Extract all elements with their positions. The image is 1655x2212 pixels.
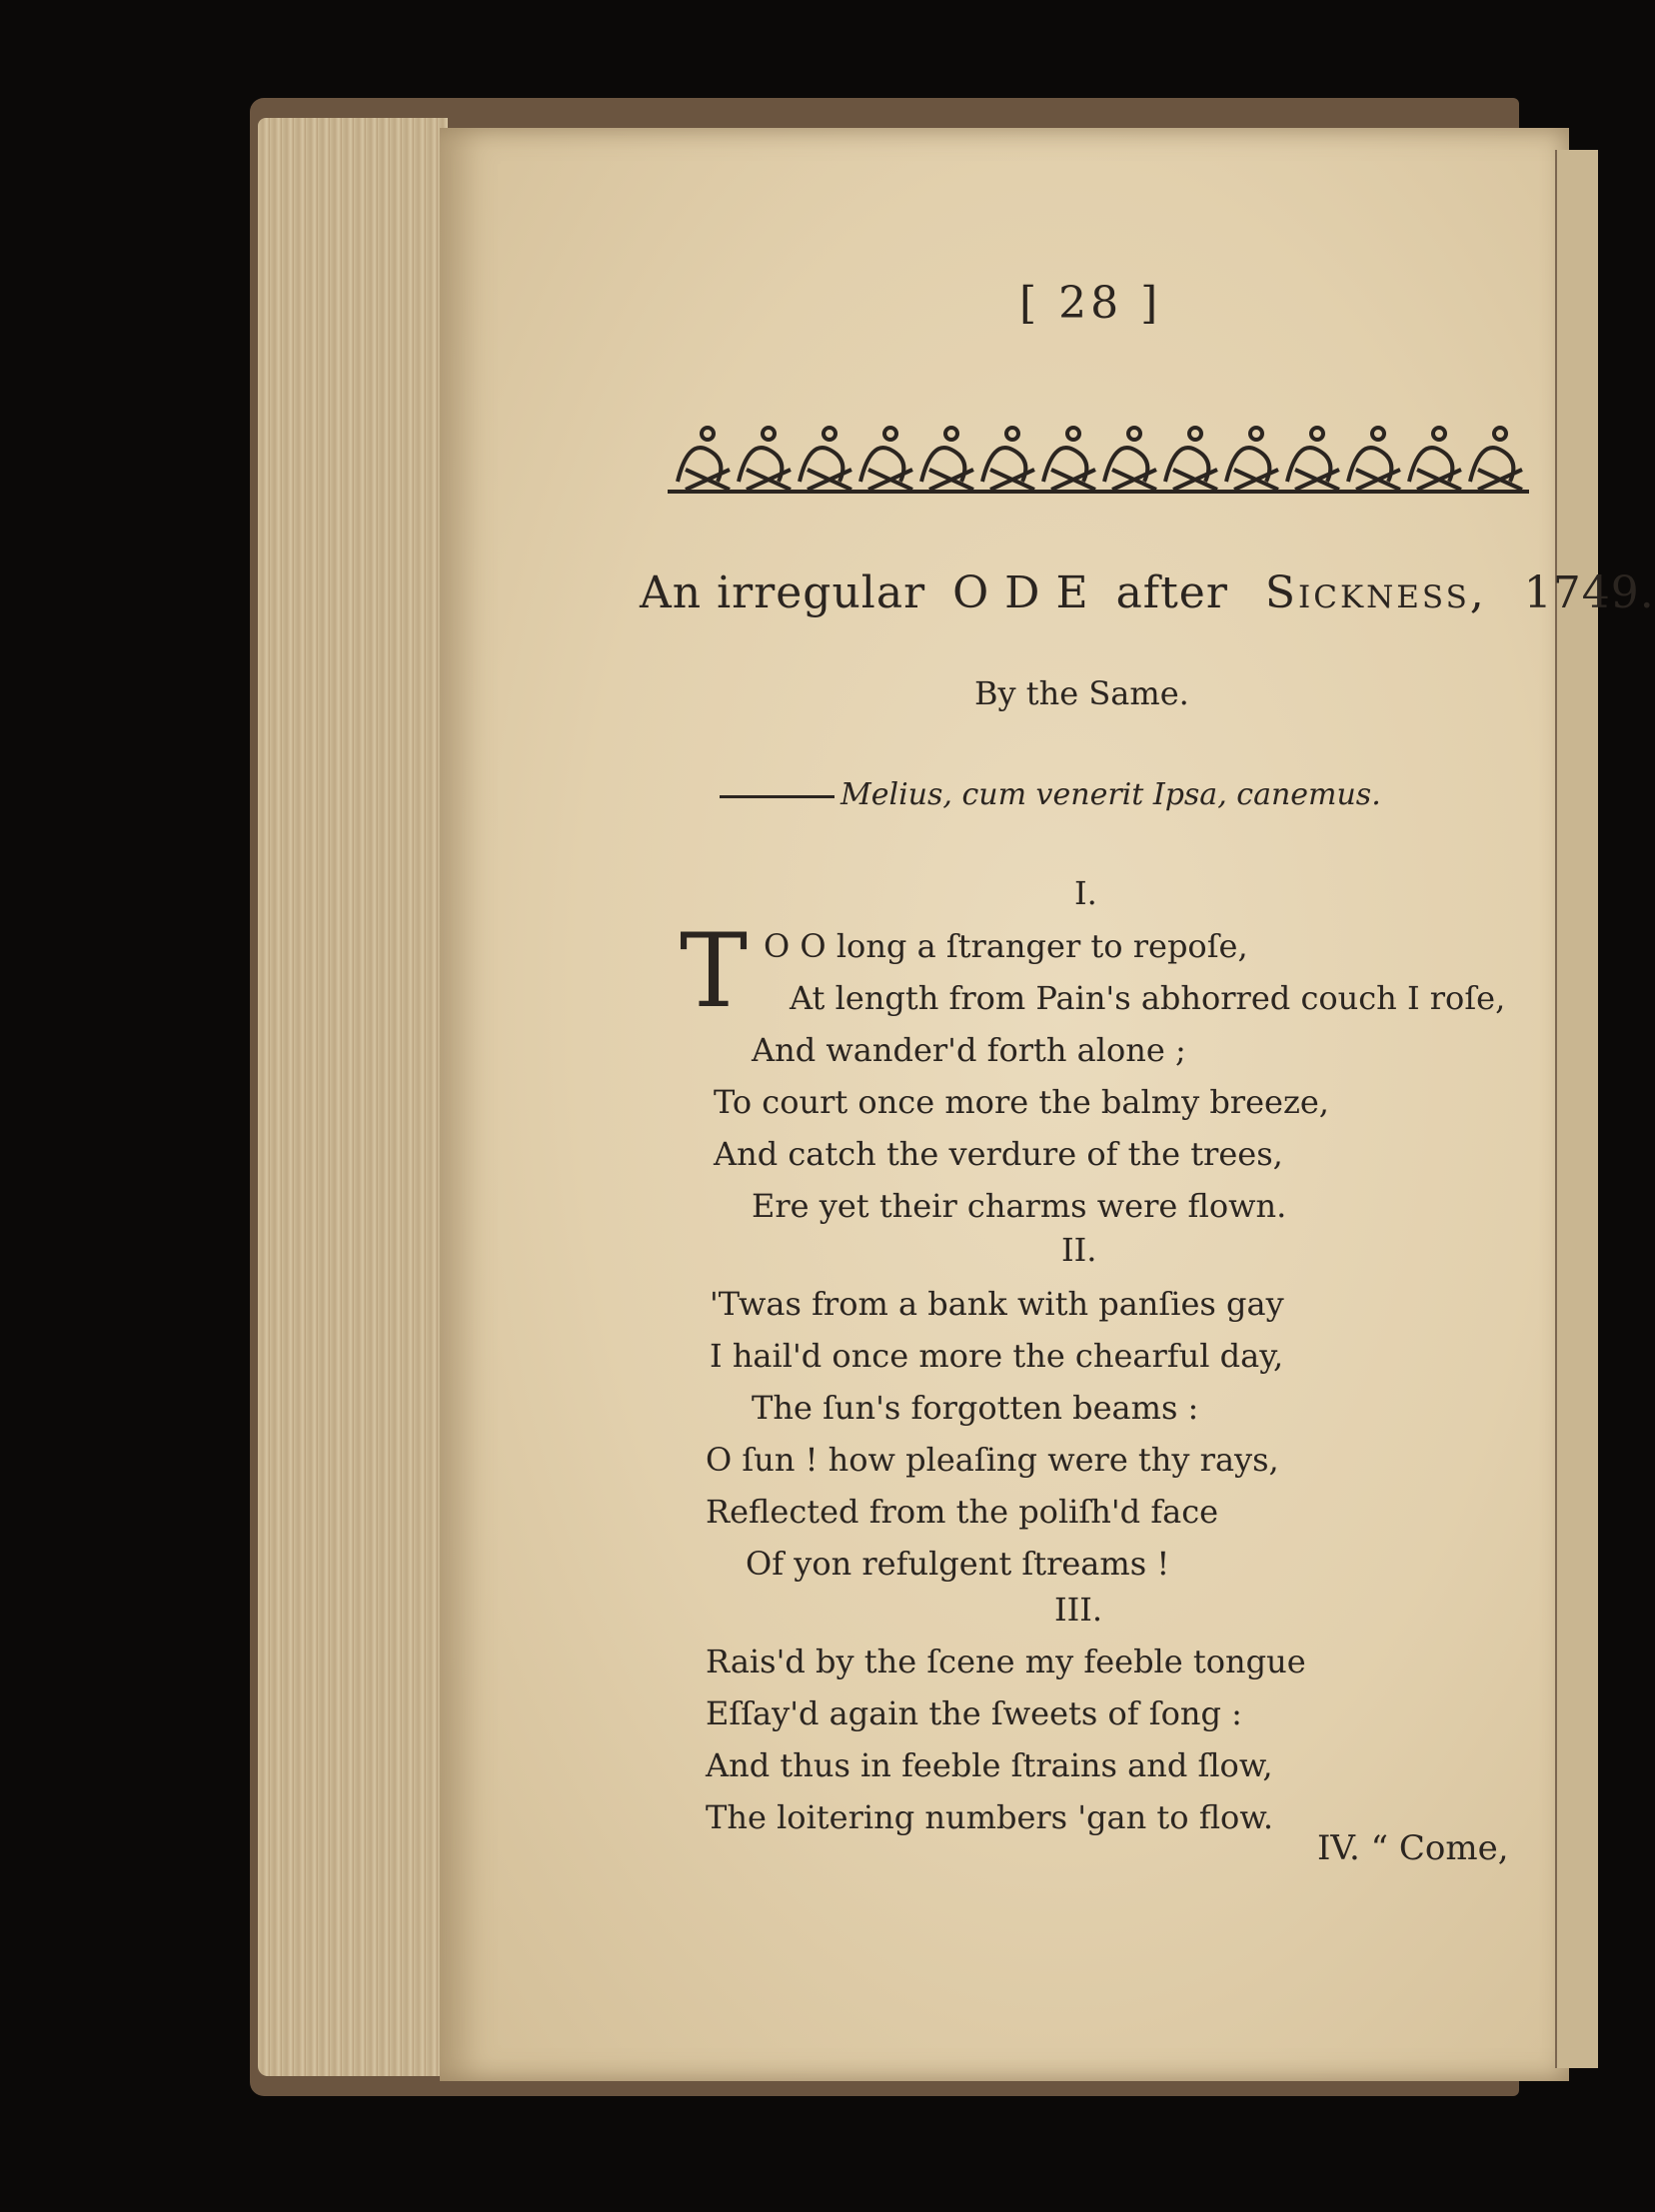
ornament-motif <box>1287 448 1339 490</box>
ornament-star <box>1433 428 1445 440</box>
verse-line: Eſſay'd again the ſweets of ſong : <box>706 1694 1242 1732</box>
ornament-star <box>1067 428 1079 440</box>
title-pre: An irregular <box>640 567 926 618</box>
title-ode: O D E <box>952 567 1089 618</box>
ornament-motif <box>1104 448 1156 490</box>
verse-line: Rais'd by the ſcene my feeble tongue <box>706 1643 1306 1680</box>
ornament-star <box>702 428 714 440</box>
verse-line: 'Twas from a bank with panſies gay <box>710 1285 1284 1323</box>
ornament-motif <box>678 448 730 490</box>
ornament-motif <box>982 448 1034 490</box>
ornament-star <box>1494 428 1506 440</box>
stanza-number: III. <box>1054 1591 1103 1629</box>
ornament-star <box>763 428 775 440</box>
ornament-motif <box>1226 448 1278 490</box>
next-page-edge <box>1555 150 1598 2068</box>
epigraph <box>720 777 1381 812</box>
ornament-motif <box>1165 448 1217 490</box>
ornament-star <box>1250 428 1262 440</box>
verse-line: And catch the verdure of the trees, <box>714 1135 1283 1173</box>
ornament-motif <box>921 448 973 490</box>
ornament-motif <box>1409 448 1461 490</box>
verse-line: O ſun ! how pleaſing were thy rays, <box>706 1441 1279 1479</box>
ornament-star <box>1311 428 1323 440</box>
verse-line: O O long a ſtranger to repoſe, <box>764 927 1248 965</box>
verse-line: The ſun's forgotten beams : <box>752 1389 1199 1427</box>
verse-line: Ere yet their charms were flown. <box>752 1187 1287 1225</box>
ornament-motif <box>1043 448 1095 490</box>
verse-line: I hail'd once more the chearful day, <box>710 1337 1284 1375</box>
page-number: [ 28 ] <box>1019 278 1162 329</box>
ornament-star <box>1128 428 1140 440</box>
verse-line: Of yon refulgent ſtreams ! <box>746 1545 1170 1583</box>
verse-line: To court once more the balmy breeze, <box>714 1083 1329 1121</box>
epigraph-dash <box>720 795 834 798</box>
epigraph-text: Melius, cum venerit Ipsa, canemus. <box>840 777 1381 812</box>
title-year: 1749. <box>1523 567 1655 618</box>
ornament-band <box>668 420 1529 502</box>
byline: By the Same. <box>974 674 1189 712</box>
stanza-number: II. <box>1061 1231 1097 1269</box>
ornament-star <box>945 428 957 440</box>
ornament-star <box>1006 428 1018 440</box>
title-sickness: Sickness, <box>1264 567 1487 618</box>
verse-line: And thus in feeble ſtrains and ſlow, <box>706 1746 1273 1784</box>
catchword: IV. “ Come, <box>1317 1828 1509 1868</box>
verse-line: At length from Pain's abhorred couch I roſe, <box>790 979 1506 1017</box>
ornament-motif <box>1348 448 1400 490</box>
ornament-star <box>1189 428 1201 440</box>
verse-line: Reflected from the poliſh'd face <box>706 1493 1219 1531</box>
ornament-motif <box>800 448 851 490</box>
verse-line: The loitering numbers 'gan to flow. <box>706 1798 1274 1836</box>
ornament-motif <box>860 448 912 490</box>
ornament-motif <box>739 448 791 490</box>
page-edges <box>258 118 448 2076</box>
ornament-star <box>824 428 835 440</box>
title-after: after <box>1115 567 1228 618</box>
ornament-motif <box>1470 448 1522 490</box>
verse-line: And wander'd forth alone ; <box>752 1031 1186 1069</box>
ornament-star <box>1372 428 1384 440</box>
stanza-number: I. <box>1074 874 1097 912</box>
drop-cap: T <box>680 912 749 1031</box>
ornament-star <box>884 428 896 440</box>
poem-title <box>640 567 1655 618</box>
